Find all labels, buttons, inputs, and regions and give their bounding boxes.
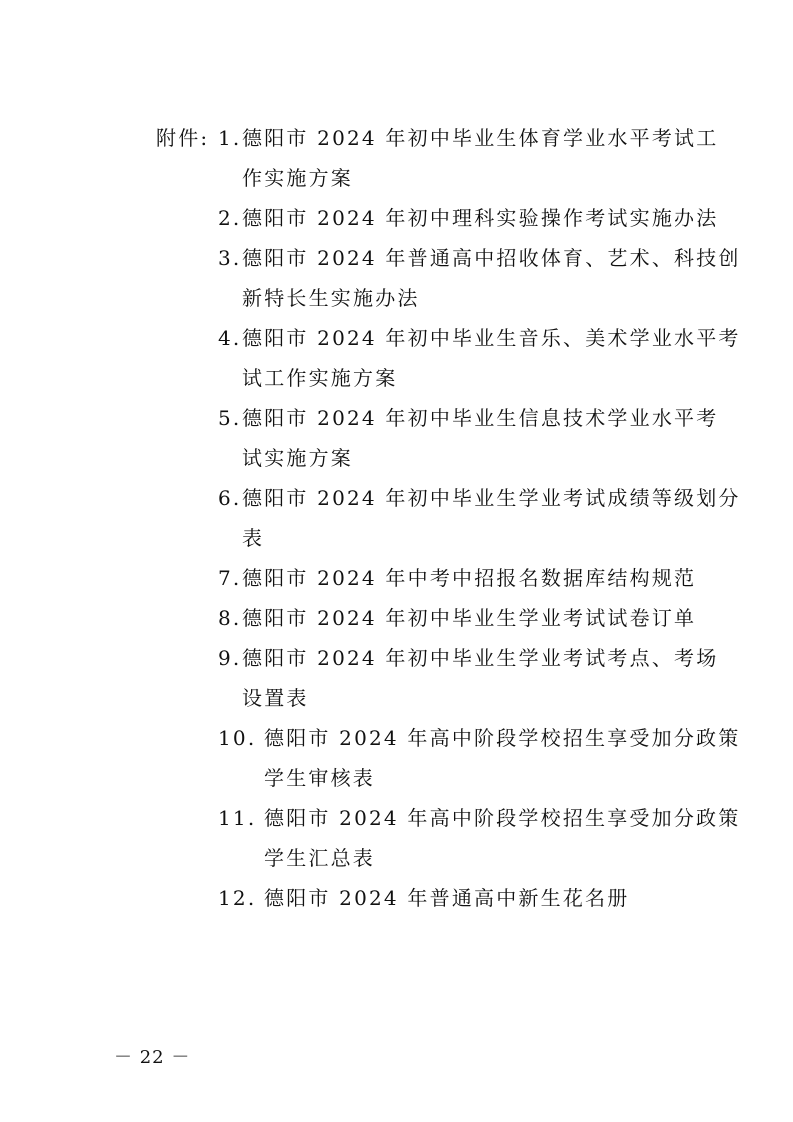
attachment-label: 附件: xyxy=(156,126,210,150)
item-10-line-2: 学生审核表 xyxy=(264,766,375,790)
item-9-line-1: 德阳市 2024 年初中毕业生学业考试考点、考场 xyxy=(242,646,719,670)
item-2-number: 2. xyxy=(218,206,242,230)
item-1-line-1: 德阳市 2024 年初中毕业生体育学业水平考试工 xyxy=(242,126,719,150)
item-11-number: 11. xyxy=(218,806,257,830)
item-8-line-1: 德阳市 2024 年初中毕业生学业考试试卷订单 xyxy=(242,606,697,630)
item-2-line-1: 德阳市 2024 年初中理科实验操作考试实施办法 xyxy=(242,206,719,230)
item-5-line-1: 德阳市 2024 年初中毕业生信息技术学业水平考 xyxy=(242,406,719,430)
item-8-number: 8. xyxy=(218,606,242,630)
item-5-number: 5. xyxy=(218,406,242,430)
page-number: － 22 － xyxy=(114,1047,191,1068)
item-4-number: 4. xyxy=(218,326,242,350)
item-11-line-2: 学生汇总表 xyxy=(264,846,375,870)
item-5-line-2: 试实施方案 xyxy=(242,446,353,470)
item-7-number: 7. xyxy=(218,566,242,590)
item-3-number: 3. xyxy=(218,246,242,270)
item-4-line-1: 德阳市 2024 年初中毕业生音乐、美术学业水平考 xyxy=(242,326,741,350)
item-6-number: 6. xyxy=(218,486,242,510)
item-12-number: 12. xyxy=(218,886,257,910)
item-11-line-1: 德阳市 2024 年高中阶段学校招生享受加分政策 xyxy=(264,806,741,830)
item-4-line-2: 试工作实施方案 xyxy=(242,366,398,390)
item-10-number: 10. xyxy=(218,726,257,750)
item-10-line-1: 德阳市 2024 年高中阶段学校招生享受加分政策 xyxy=(264,726,741,750)
item-6-line-1: 德阳市 2024 年初中毕业生学业考试成绩等级划分 xyxy=(242,486,741,510)
item-3-line-2: 新特长生实施办法 xyxy=(242,286,420,310)
item-7-line-1: 德阳市 2024 年中考中招报名数据库结构规范 xyxy=(242,566,697,590)
item-6-line-2: 表 xyxy=(242,526,265,550)
item-12-line-1: 德阳市 2024 年普通高中新生花名册 xyxy=(264,886,630,910)
item-3-line-1: 德阳市 2024 年普通高中招收体育、艺术、科技创 xyxy=(242,246,741,270)
item-1-line-2: 作实施方案 xyxy=(242,166,353,190)
item-9-number: 9. xyxy=(218,646,242,670)
item-1-number: 1. xyxy=(218,126,242,150)
item-9-line-2: 设置表 xyxy=(242,686,309,710)
